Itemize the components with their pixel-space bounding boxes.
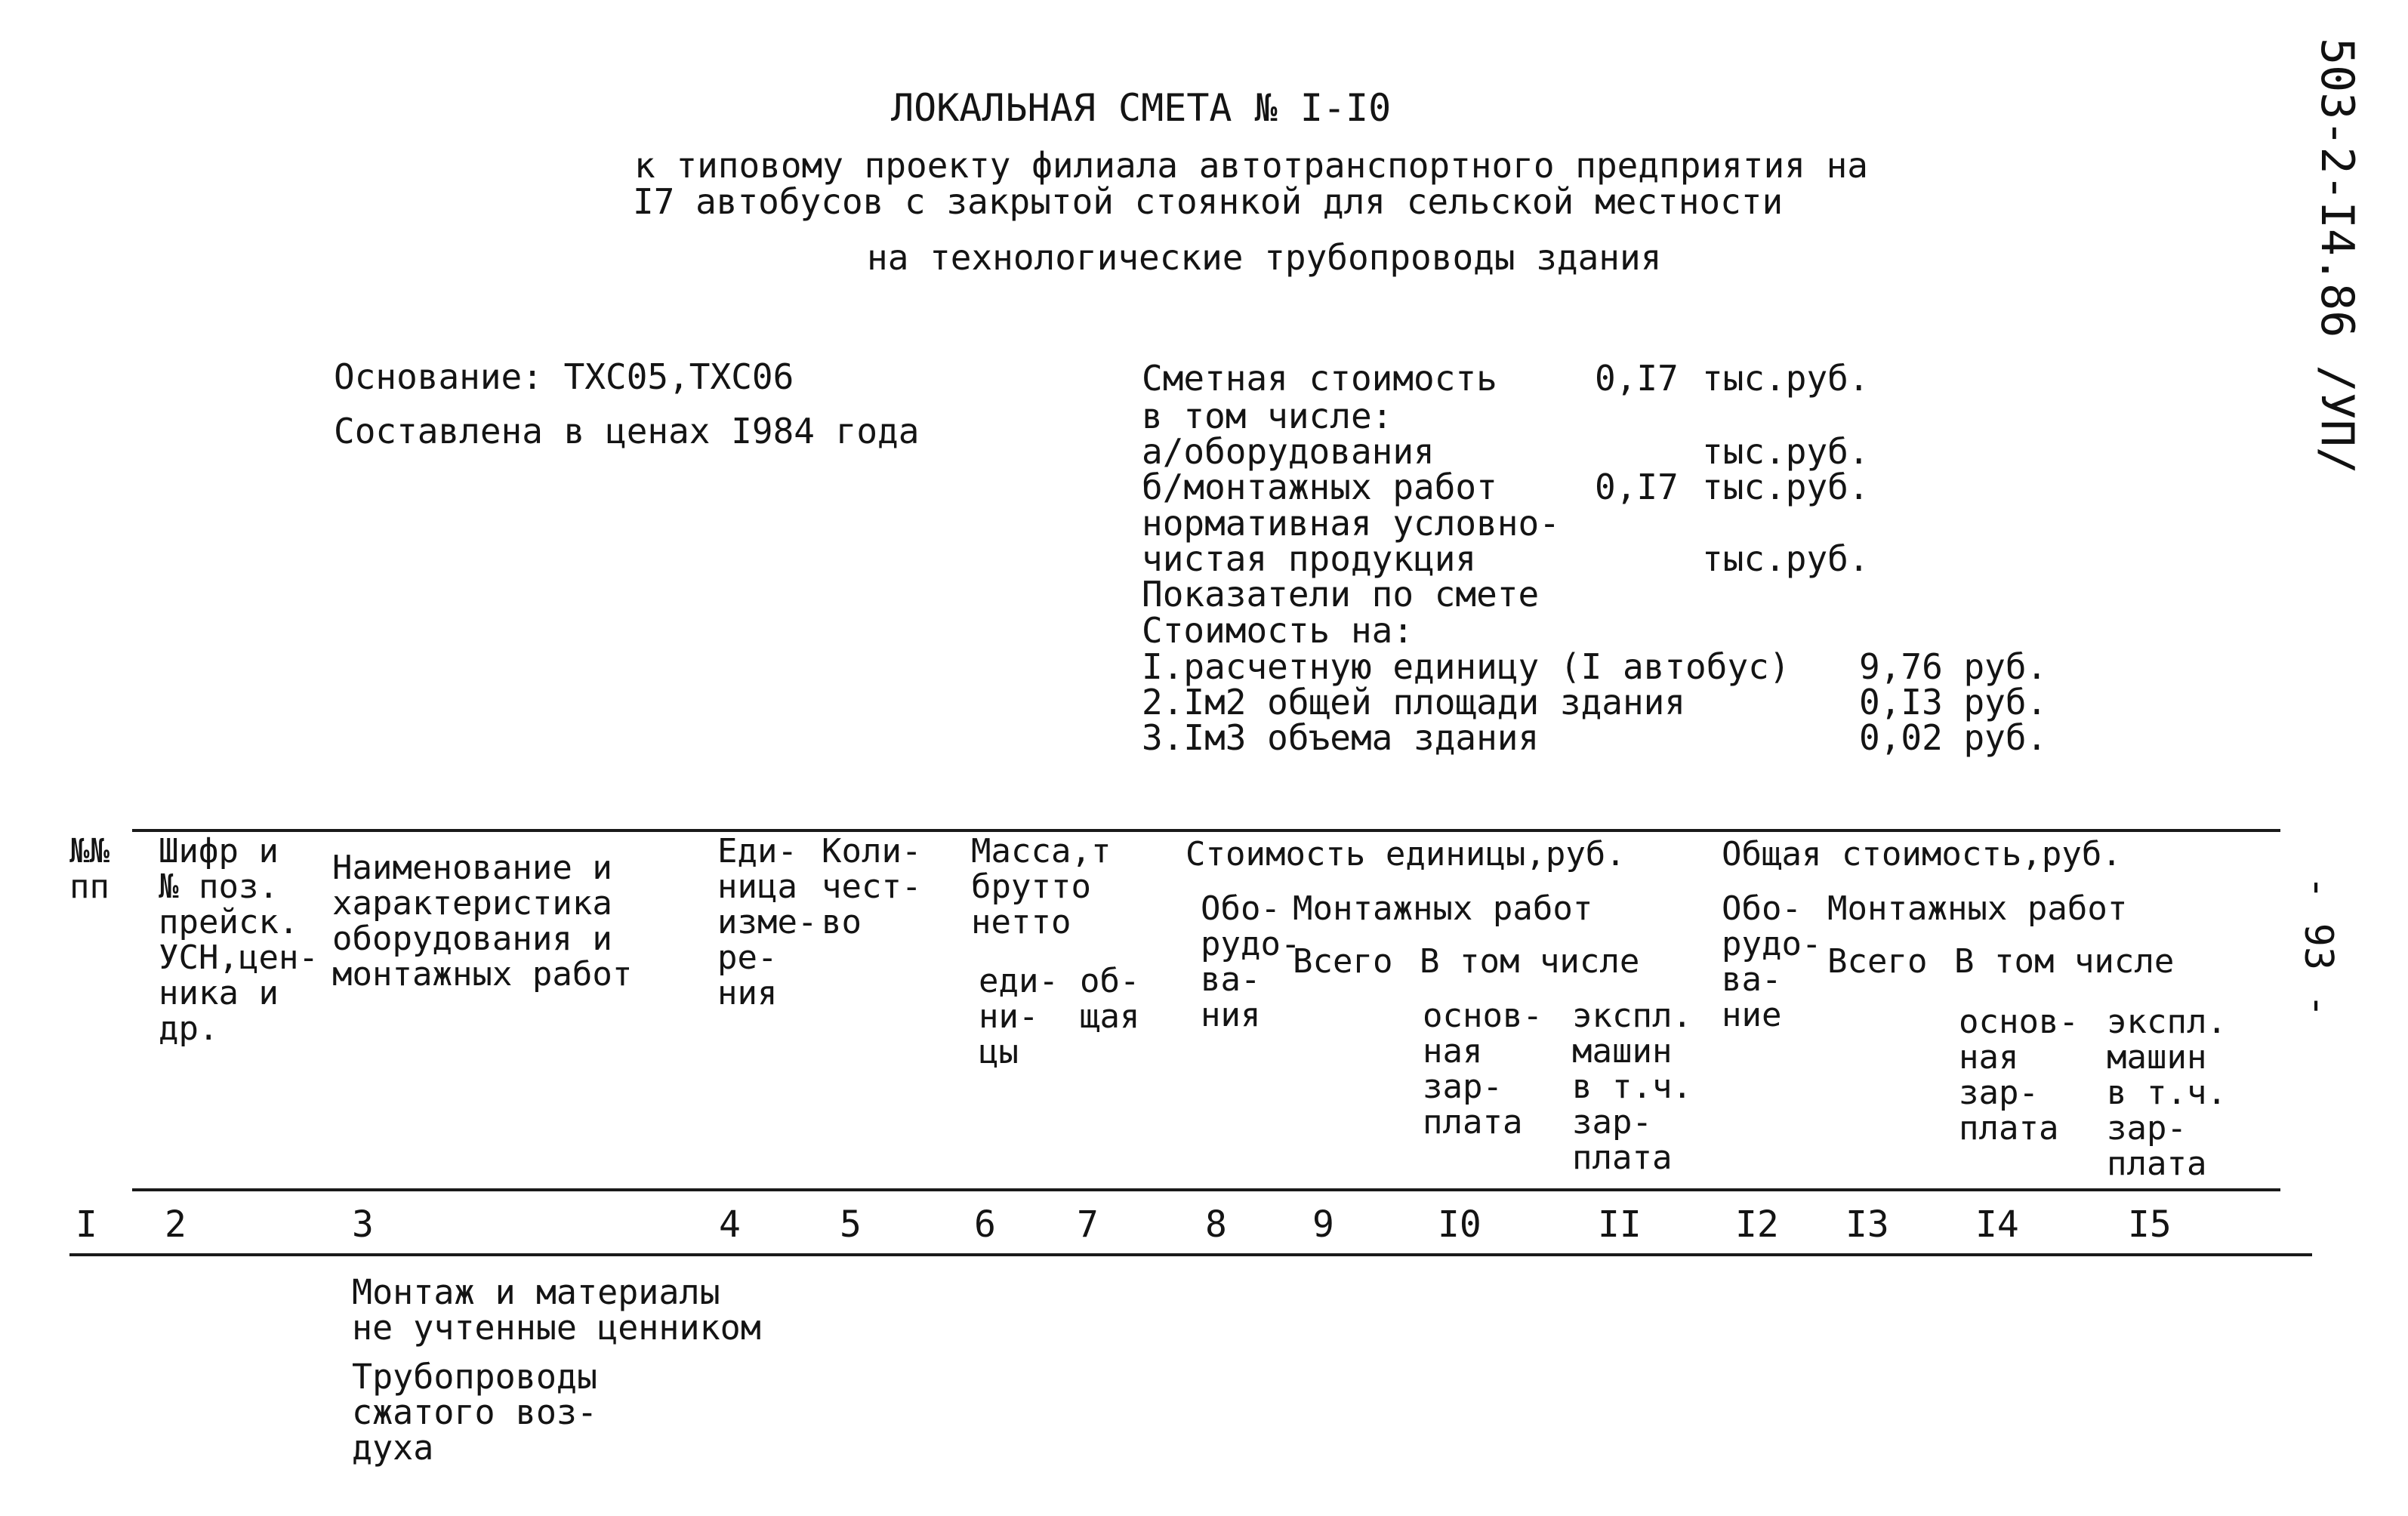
header-vsego-13: Всего [1827,942,1928,981]
indicator-2-value: 0,I3 руб. [1859,682,2048,723]
col-number: I3 [1845,1203,1889,1246]
basis-prices: Составлена в ценах I984 года [334,411,920,451]
col-number: I0 [1438,1203,1481,1246]
smetnaya-unit: тыс.руб. [1702,358,1870,399]
header-ekspl-15: экспл. машин в т.ч. зар- плата [2107,1003,2227,1183]
header-vsego-9: Всего [1293,942,1393,981]
header-massa: Масса,т брутто нетто [971,832,1112,941]
indicator-1-label: I.расчетную единицу (I автобус) [1142,646,1790,687]
col-number: 4 [719,1203,741,1246]
header-bottom-rule [132,1188,2280,1191]
montazh-unit: тыс.руб. [1702,467,1870,507]
header-edinica: Еди- ница изме- ре- ния [717,832,818,1012]
subtitle-line-2: I7 автобусов с закрытой стоянкой для сельской местности [633,181,1784,222]
col-number: 6 [974,1203,996,1246]
v-tom-chisle: в том числе: [1142,396,1393,436]
indicator-3-label: 3.Iм3 объема здания [1142,717,1540,758]
table-top-rule [132,829,2280,832]
document-title: ЛОКАЛЬНАЯ СМЕТА № I-I0 [891,86,1392,130]
header-oborudovaniya-8: Обо- рудо- ва- ния [1201,889,1301,1034]
section-montazh-materialy: Монтаж и материалы не учтенные ценником [352,1272,761,1348]
header-massa-obshaya: об- щая [1080,962,1140,1036]
oborud-label: а/оборудования [1142,431,1435,472]
header-osnovnaya-14: основ- ная зар- плата [1959,1003,2079,1148]
col-number: II [1598,1203,1642,1246]
indicator-2-label: 2.Iм2 общей площади здания [1142,682,1686,723]
norm-label-2: чистая продукция [1142,538,1477,579]
pokazateli: Показатели по смете [1142,574,1540,615]
smetnaya-label: Сметная стоимость [1142,358,1497,399]
col-number: 8 [1205,1203,1227,1246]
header-oborudovanie-12: Обо- рудо- ва- ние [1722,889,1822,1034]
norm-label-1: нормативная условно- [1142,503,1560,544]
subtitle-line-1: к типовому проекту филиала автотранспортного предприятия на [634,145,1868,186]
header-ekspl-11: экспл. машин в т.ч. зар- плата [1572,997,1692,1177]
col-number: 9 [1312,1203,1334,1246]
col-number: I2 [1735,1203,1779,1246]
page-number: - 93 - [2295,876,2341,1018]
indicator-3-value: 0,02 руб. [1859,717,2048,758]
subtitle-line-3: на технологические трубопроводы здания [867,237,1662,278]
col-number: I5 [2128,1203,2172,1246]
montazh-value: 0,I7 [1595,467,1679,507]
col-number: I [76,1203,97,1246]
montazh-label: б/монтажных работ [1142,467,1497,507]
header-stoimost-edinicy: Стоимость единицы,руб. [1186,835,1626,874]
project-code-vertical: 503-2-I4.86 /УП/ [2311,38,2363,474]
header-naimenovanie: Наименование и характеристика оборудования и монтажных работ [332,849,633,994]
header-osnovnaya-10: основ- ная зар- плата [1423,997,1543,1142]
header-nn: №№ пп [69,832,109,906]
basis-osnovanie: Основание: ТХС05,ТХС06 [334,356,794,397]
smetnaya-value: 0,I7 [1595,358,1679,399]
col-number: 7 [1077,1203,1099,1246]
norm-unit: тыс.руб. [1702,538,1870,579]
section-truboprovody: Трубопроводы сжатого воз- духа [352,1357,598,1468]
col-number: I4 [1975,1203,2019,1246]
col-number: 2 [165,1203,187,1246]
header-kolichestvo: Коли- чест- во [822,832,922,941]
header-massa-edinicy: еди- ни- цы [979,962,1059,1071]
header-vtom-13: В том числе [1954,942,2175,981]
col-number: 5 [840,1203,862,1246]
oborud-unit: тыс.руб. [1702,431,1870,472]
stoimost-na: Стоимость на: [1142,610,1414,651]
header-montazh-9: Монтажных работ [1293,889,1593,928]
header-montazh-13: Монтажных работ [1827,889,2128,928]
header-shifr: Шифр и № поз. прейск. УСН,цен- ника и др. [159,832,319,1048]
numbers-bottom-rule [69,1253,2312,1256]
header-obshaya-stoimost: Общая стоимость,руб. [1722,835,2122,874]
header-vtom-9: В том числе [1420,942,1640,981]
indicator-1-value: 9,76 руб. [1859,646,2048,687]
col-number: 3 [352,1203,374,1246]
